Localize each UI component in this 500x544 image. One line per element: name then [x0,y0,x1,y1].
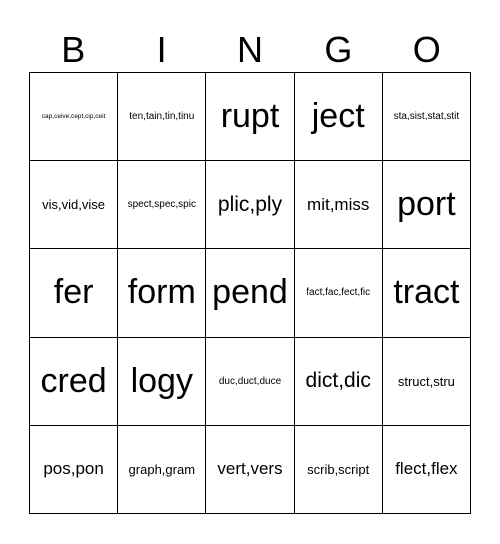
bingo-cell[interactable]: rupt [206,73,294,161]
bingo-cell[interactable]: vert,vers [206,426,294,514]
bingo-cell[interactable]: plic,ply [206,161,294,249]
bingo-cell[interactable]: vis,vid,vise [30,161,118,249]
bingo-cell[interactable]: port [383,161,471,249]
bingo-cell[interactable]: dict,dic [295,338,383,426]
bingo-cell[interactable]: fer [30,249,118,337]
bingo-cell[interactable]: fact,fac,fect,fic [295,249,383,337]
header-letter-n: N [236,29,263,70]
bingo-cell[interactable]: cap,ceive,cept,cip,ceit [30,73,118,161]
bingo-cell[interactable]: ject [295,73,383,161]
header-letter-o: O [412,29,441,70]
bingo-cell[interactable]: pos,pon [30,426,118,514]
bingo-cell[interactable]: duc,duct,duce [206,338,294,426]
bingo-cell[interactable]: scrib,script [295,426,383,514]
bingo-cell[interactable]: tract [383,249,471,337]
bingo-cell[interactable]: cred [30,338,118,426]
bingo-cell[interactable]: pend [206,249,294,337]
header-letter-b: B [61,29,86,70]
bingo-cell[interactable]: graph,gram [118,426,206,514]
bingo-cell[interactable]: spect,spec,spic [118,161,206,249]
header-letter-g: G [324,29,353,70]
bingo-cell[interactable]: sta,sist,stat,stit [383,73,471,161]
bingo-cell[interactable]: logy [118,338,206,426]
bingo-cell[interactable]: form [118,249,206,337]
bingo-board [29,72,471,514]
bingo-cell[interactable]: mit,miss [295,161,383,249]
header-letter-i: I [156,29,167,70]
bingo-cell[interactable]: struct,stru [383,338,471,426]
bingo-cell[interactable]: ten,tain,tin,tinu [118,73,206,161]
bingo-header [29,28,471,72]
bingo-cell[interactable]: flect,flex [383,426,471,514]
